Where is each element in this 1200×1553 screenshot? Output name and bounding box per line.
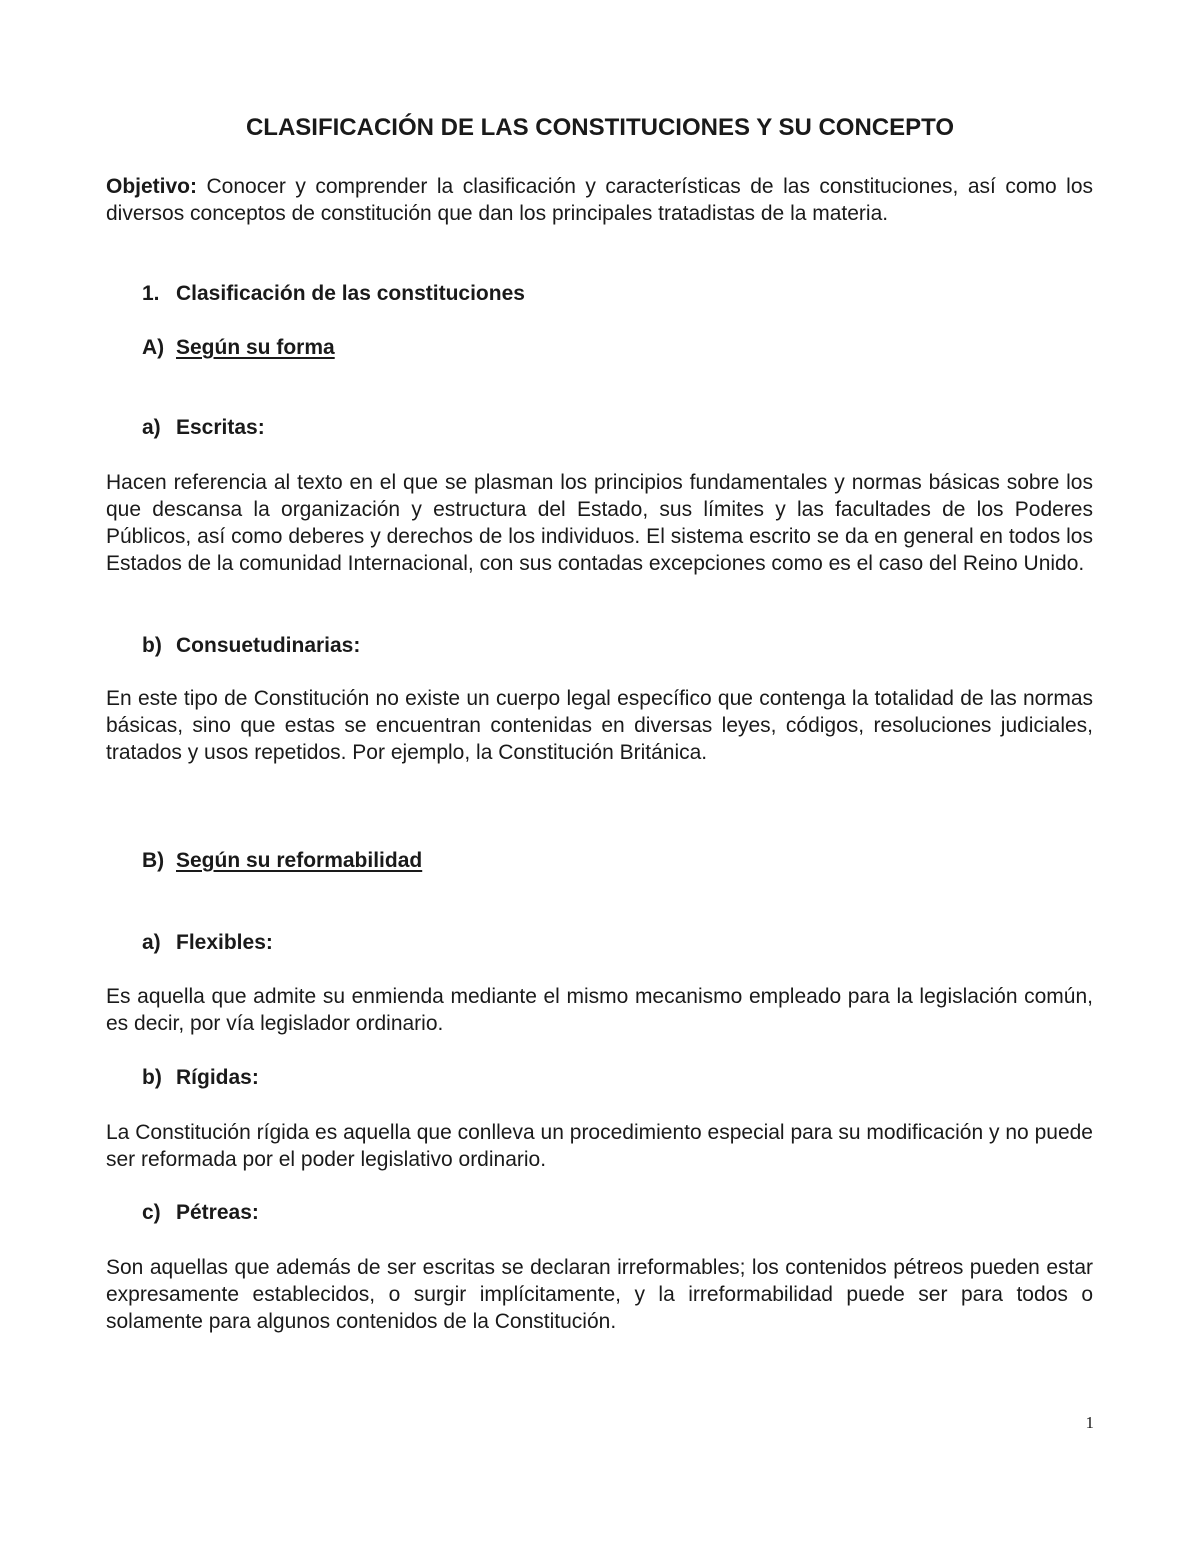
item-a-flexibles-heading xyxy=(142,929,273,956)
item-marker: a) xyxy=(142,931,161,954)
item-marker: b) xyxy=(142,634,162,657)
item-c-petreas-heading xyxy=(142,1199,259,1226)
item-title: Pétreas: xyxy=(176,1201,259,1224)
item-title: Consuetudinarias: xyxy=(176,634,361,657)
item-title: Flexibles: xyxy=(176,931,273,954)
page-number: 1 xyxy=(1085,1413,1094,1432)
item-a-escritas-heading xyxy=(142,414,265,441)
section-b-heading xyxy=(142,847,422,874)
document-title: CLASIFICACIÓN DE LAS CONSTITUCIONES Y SU CONCEPTO xyxy=(245,114,955,141)
item-title: Rígidas: xyxy=(176,1066,259,1089)
item-marker: a) xyxy=(142,416,161,439)
item-c-petreas-text: Son aquellas que además de ser escritas se declaran irreformables; los contenidos pétreos pueden estar expresamente establecidos, o surgir implícitamente, y la irreformabilidad puede ser para todos o solamente para algunos contenidos de la Constitución. xyxy=(106,1256,1093,1333)
item-b-rigidas-text: La Constitución rígida es aquella que conlleva un procedimiento especial para su modificación y no puede ser reformada por el poder legislativo ordinario. xyxy=(106,1121,1093,1171)
item-title: Escritas: xyxy=(176,416,265,439)
item-marker: b) xyxy=(142,1066,162,1089)
section-b-marker: B) xyxy=(142,849,165,872)
item-b-rigidas-heading xyxy=(142,1064,259,1091)
objective-label: Objetivo: xyxy=(106,175,198,198)
section-a-title: Según su forma xyxy=(176,336,335,359)
item-marker: c) xyxy=(142,1201,161,1224)
section-1-title: Clasificación de las constituciones xyxy=(176,282,525,305)
section-1-heading xyxy=(142,280,525,307)
objective-text: Conocer y comprender la clasificación y características de las constituciones, así como los diversos conceptos de constitución que dan los principales tratadistas de la materia. xyxy=(106,175,1093,225)
item-b-consuetudinarias-heading xyxy=(142,632,360,659)
section-a-heading xyxy=(142,334,335,361)
objective-paragraph xyxy=(106,173,1093,227)
section-1-number: 1. xyxy=(142,282,160,305)
item-a-escritas-text: Hacen referencia al texto en el que se plasman los principios fundamentales y normas básicas sobre los que descansa la organización y estructura del Estado, sus límites y las facultades de los Poderes Públicos, así como deberes y derechos de los individuos. El sistema escrito se da en general en todos los Estados de la comunidad Internacional, con sus contadas excepciones como es el caso del Reino Unido. xyxy=(106,471,1093,575)
section-a-marker: A) xyxy=(142,336,165,359)
section-b-title: Según su reformabilidad xyxy=(176,849,423,872)
item-a-flexibles-text: Es aquella que admite su enmienda mediante el mismo mecanismo empleado para la legislación común, es decir, por vía legislador ordinario. xyxy=(106,985,1093,1035)
item-b-consuetudinarias-text: En este tipo de Constitución no existe un cuerpo legal específico que contenga la totalidad de las normas básicas, sino que estas se encuentran contenidas en diversas leyes, códigos, resoluciones judiciales, tratados y usos repetidos. Por ejemplo, la Constitución Británica. xyxy=(106,687,1093,764)
